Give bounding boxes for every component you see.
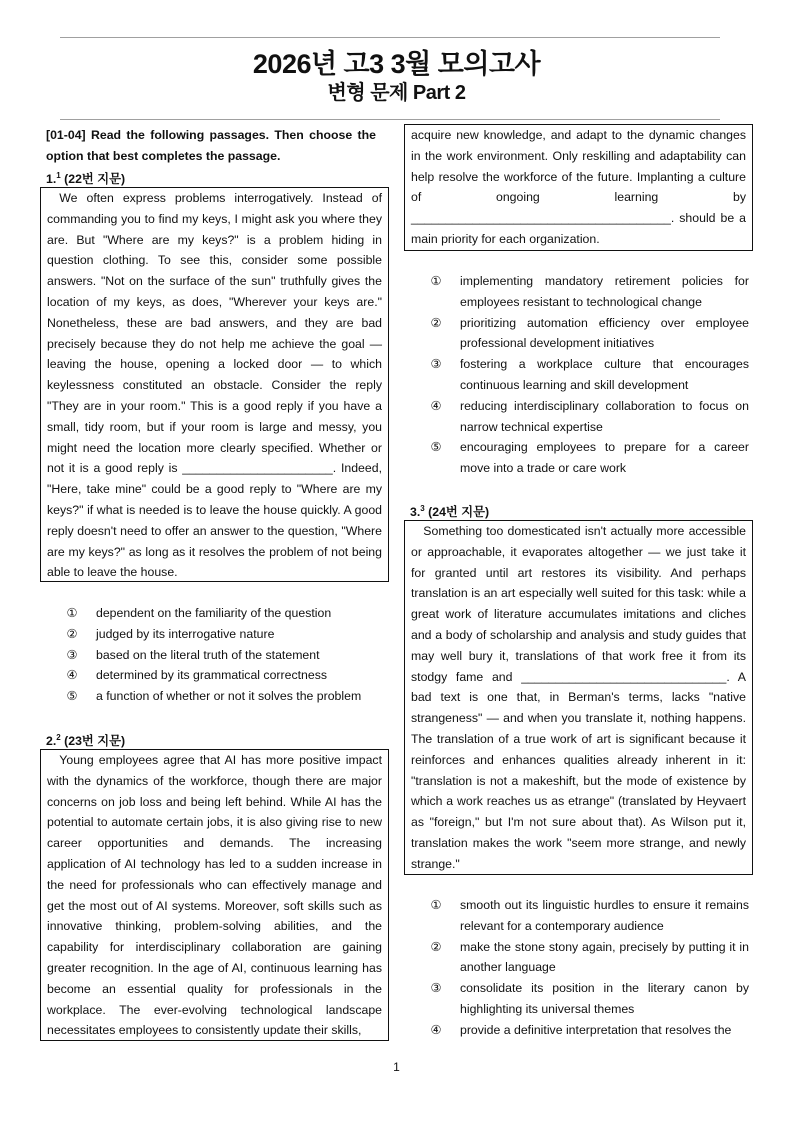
option[interactable]: ⑤ a function of whether or not it solves the problem: [66, 689, 362, 704]
option[interactable]: ② judged by its interrogative nature: [66, 626, 275, 641]
option[interactable]: ① dependent on the familiarity of the question: [66, 606, 332, 620]
option[interactable]: ③ consolidate its position in the literary canon by highlighting its universal themes: [430, 981, 749, 1016]
question-1-heading: 1.$^1$ (22번 지문): [46, 171, 126, 187]
question-2-options: [404, 271, 749, 479]
option[interactable]: ② prioritizing automation efficiency over employee professional development initiatives: [430, 315, 749, 351]
question-1-passage: We often express problems interrogatively. Instead of commanding you to find my keys, I might ask you where they are. But "Where are my keys?" is a problem hiding in question clothing. To see this, consider some possible answers. "Not on the surface of the sun" truthfully gives the location of my keys, as does, "Wherever your keys are." Nonetheless, these are bad answers, and they are bad precisely because they do not help me achieve the goal — leaving the house, opening a locked door — to which keylessness constituted an obstacle. Consider the reply "They are in your room." This is a good reply if you have a small, tidy room, but if your room is large and messy, you might need the location more clearly specified. Whether or not it is a good reply is ______________________. Indeed, "Here, take mine" could be a good reply to "Where are my keys?" if what is needed is to leave the house quickly. A good reply doesn't need to offer an answer to the question, "Where are my keys?" as long as it resolves the problem of not being able to leave the house.: [40, 187, 389, 582]
option[interactable]: ② make the stone stony again, precisely by putting it in another language: [430, 939, 749, 975]
question-3-passage: Something too domesticated isn't actually more accessible or approachable, it evaporates altogether — we just take it for granted until art restores its visibility. And perhaps translation is an art especially well suited for this task: while a great work of literature accumulates imitations and cliches and a body of scholarship and analysis and study guides that may well bury it, translations of that work free it from its stodgy fame and ______________________________. A bad text is one that, in Berman's terms, lacks "native strangeness" — and when you translate it, nothing happens. The translation of a true work of art is significant because it reinforces and enhances qualities already inherent in it: "translation is not a makeshift, but the mode of existence by which a work reaches us as etrange" (translated by Heyvaert as "foreign," but I'm not sure about that). As Wilson put it, translation makes the work "seem more strange, and newly strange.": [404, 520, 753, 875]
page-title: 2026년 고3 3월 모의고사: [252, 49, 541, 79]
option[interactable]: ④ provide a definitive interpretation that resolves the: [430, 1022, 732, 1037]
top-rule: [60, 37, 720, 38]
question-3-options: [404, 895, 749, 1041]
option[interactable]: ① smooth out its linguistic hurdles to ensure it remains relevant for a contemporary audience: [430, 898, 749, 933]
option[interactable]: ③ based on the literal truth of the statement: [66, 647, 320, 662]
header-rule: [60, 119, 720, 120]
option[interactable]: ④ reducing interdisciplinary collaboration to focus on narrow technical expertise: [430, 398, 749, 434]
instructions: [01-04] Read the following passages. Then choose the option that best completes the passage.: [46, 128, 376, 163]
question-2-passage-part2: acquire new knowledge, and adapt to the dynamic changes in the work environment. Only reskilling and adaptability can help resolve the workforce of the future. Implanting a culture of ongoing learning by ______________________________________. should be a main priority for each organization.: [404, 124, 753, 251]
page-subtitle: 변형 문제 Part 2: [327, 82, 466, 104]
option[interactable]: ③ fostering a workplace culture that encourages continuous learning and skill development: [430, 357, 749, 392]
question-3-heading: 3.$^3$ (24번 지문): [410, 504, 490, 520]
option[interactable]: ④ determined by its grammatical correctness: [66, 668, 327, 683]
option[interactable]: ⑤ encouraging employees to prepare for a career move into a trade or care work: [430, 440, 749, 476]
question-1-options: [40, 603, 385, 707]
question-2-heading: 2.$^2$ (23번 지문): [46, 733, 126, 749]
page-number: 1: [393, 1060, 400, 1074]
question-2-passage-part1: Young employees agree that AI has more positive impact with the dynamics of the workforce, though there are major concerns on job loss and being left behind. While AI has the potential to automate certain jobs, it is also giving rise to new career opportunities and demands. The increasing application of AI technology has led to a sudden increase in the need for professionals who can effectively manage and get the most out of AI systems. Moreover, soft skills such as innovative thinking, problem-solving abilities, and the capability for interdisciplinary collaboration are gaining greater recognition. In the age of AI, continuous learning has become an essential quality for professionals in the workplace. The ever-evolving technological landscape necessitates employees to consistently update their skills,: [40, 749, 389, 1041]
option[interactable]: ① implementing mandatory retirement policies for employees resistant to technological change: [430, 274, 749, 309]
